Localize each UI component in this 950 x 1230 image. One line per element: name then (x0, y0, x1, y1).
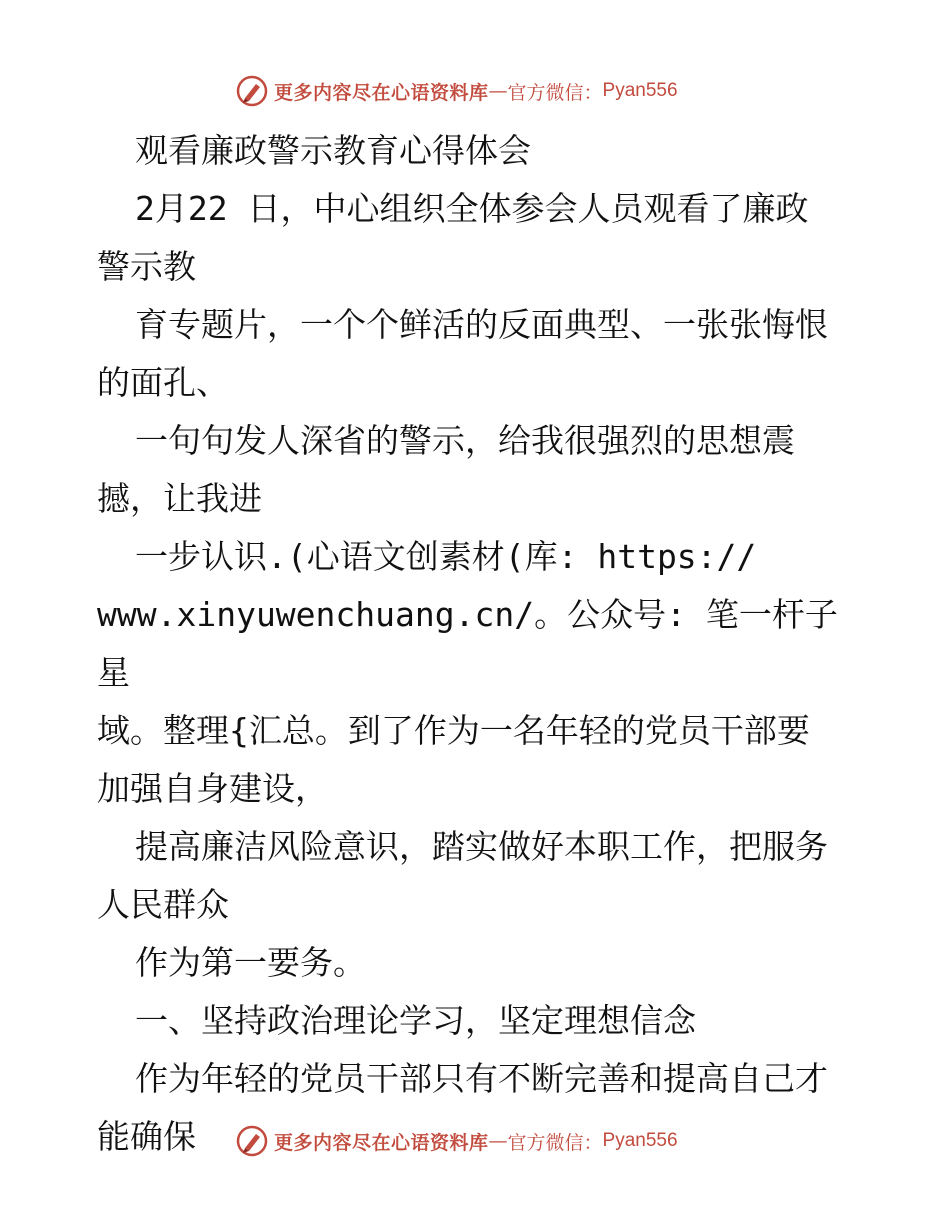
paragraph-line: 育专题片，一个个鲜活的反面典型、一张张悔恨 (135, 305, 828, 344)
paragraph-line: 提高廉洁风险意识，踏实做好本职工作，把服务 (135, 827, 828, 866)
header-wechat-id: Pyan556 (602, 80, 678, 101)
paragraph-line: 警示教 (97, 247, 196, 286)
footer-separator: — (488, 1130, 508, 1152)
paragraph-line: 一句句发人深省的警示，给我很强烈的思想震 (135, 421, 795, 460)
section-heading: 一、坚持政治理论学习，坚定理想信念 (135, 1001, 696, 1040)
footer-brand-text: 更多内容尽在心语资料库 (274, 1131, 489, 1154)
paragraph-line: 2月22 日，中心组织全体参会人员观看了廉政 (135, 189, 809, 228)
document-title: 观看廉政警示教育心得体会 (135, 131, 531, 170)
footer-wechat-label: 官方微信： (507, 1131, 603, 1154)
paragraph-line: 一步认识.(心语文创素材(库: https:// (135, 537, 757, 576)
header-separator: — (488, 80, 508, 102)
paragraph-line: 加强自身建设， (97, 769, 328, 808)
paragraph-line: 撼，让我进 (97, 479, 262, 518)
header-banner (236, 74, 678, 108)
footer-wechat-id: Pyan556 (602, 1130, 678, 1151)
pen-logo-icon (236, 75, 268, 107)
paragraph-line: 人民群众 (97, 885, 229, 924)
header-brand-text: 更多内容尽在心语资料库 (274, 81, 489, 104)
paragraph-line: 域。整理{汇总。到了作为一名年轻的党员干部要 (97, 711, 810, 750)
header-wechat-label: 官方微信： (507, 81, 603, 104)
paragraph-line: 作为年轻的党员干部只有不断完善和提高自己才 (135, 1059, 828, 1098)
document-body (97, 122, 867, 1166)
paragraph-line: 能确保 (97, 1117, 196, 1156)
pen-logo-icon (236, 1125, 268, 1157)
paragraph-line: 的面孔、 (97, 363, 229, 402)
footer-banner (236, 1124, 678, 1158)
paragraph-line: 作为第一要务。 (135, 943, 366, 982)
paragraph-line: www.xinyuwenchuang.cn/。公众号: 笔一杆子星 (97, 595, 838, 692)
